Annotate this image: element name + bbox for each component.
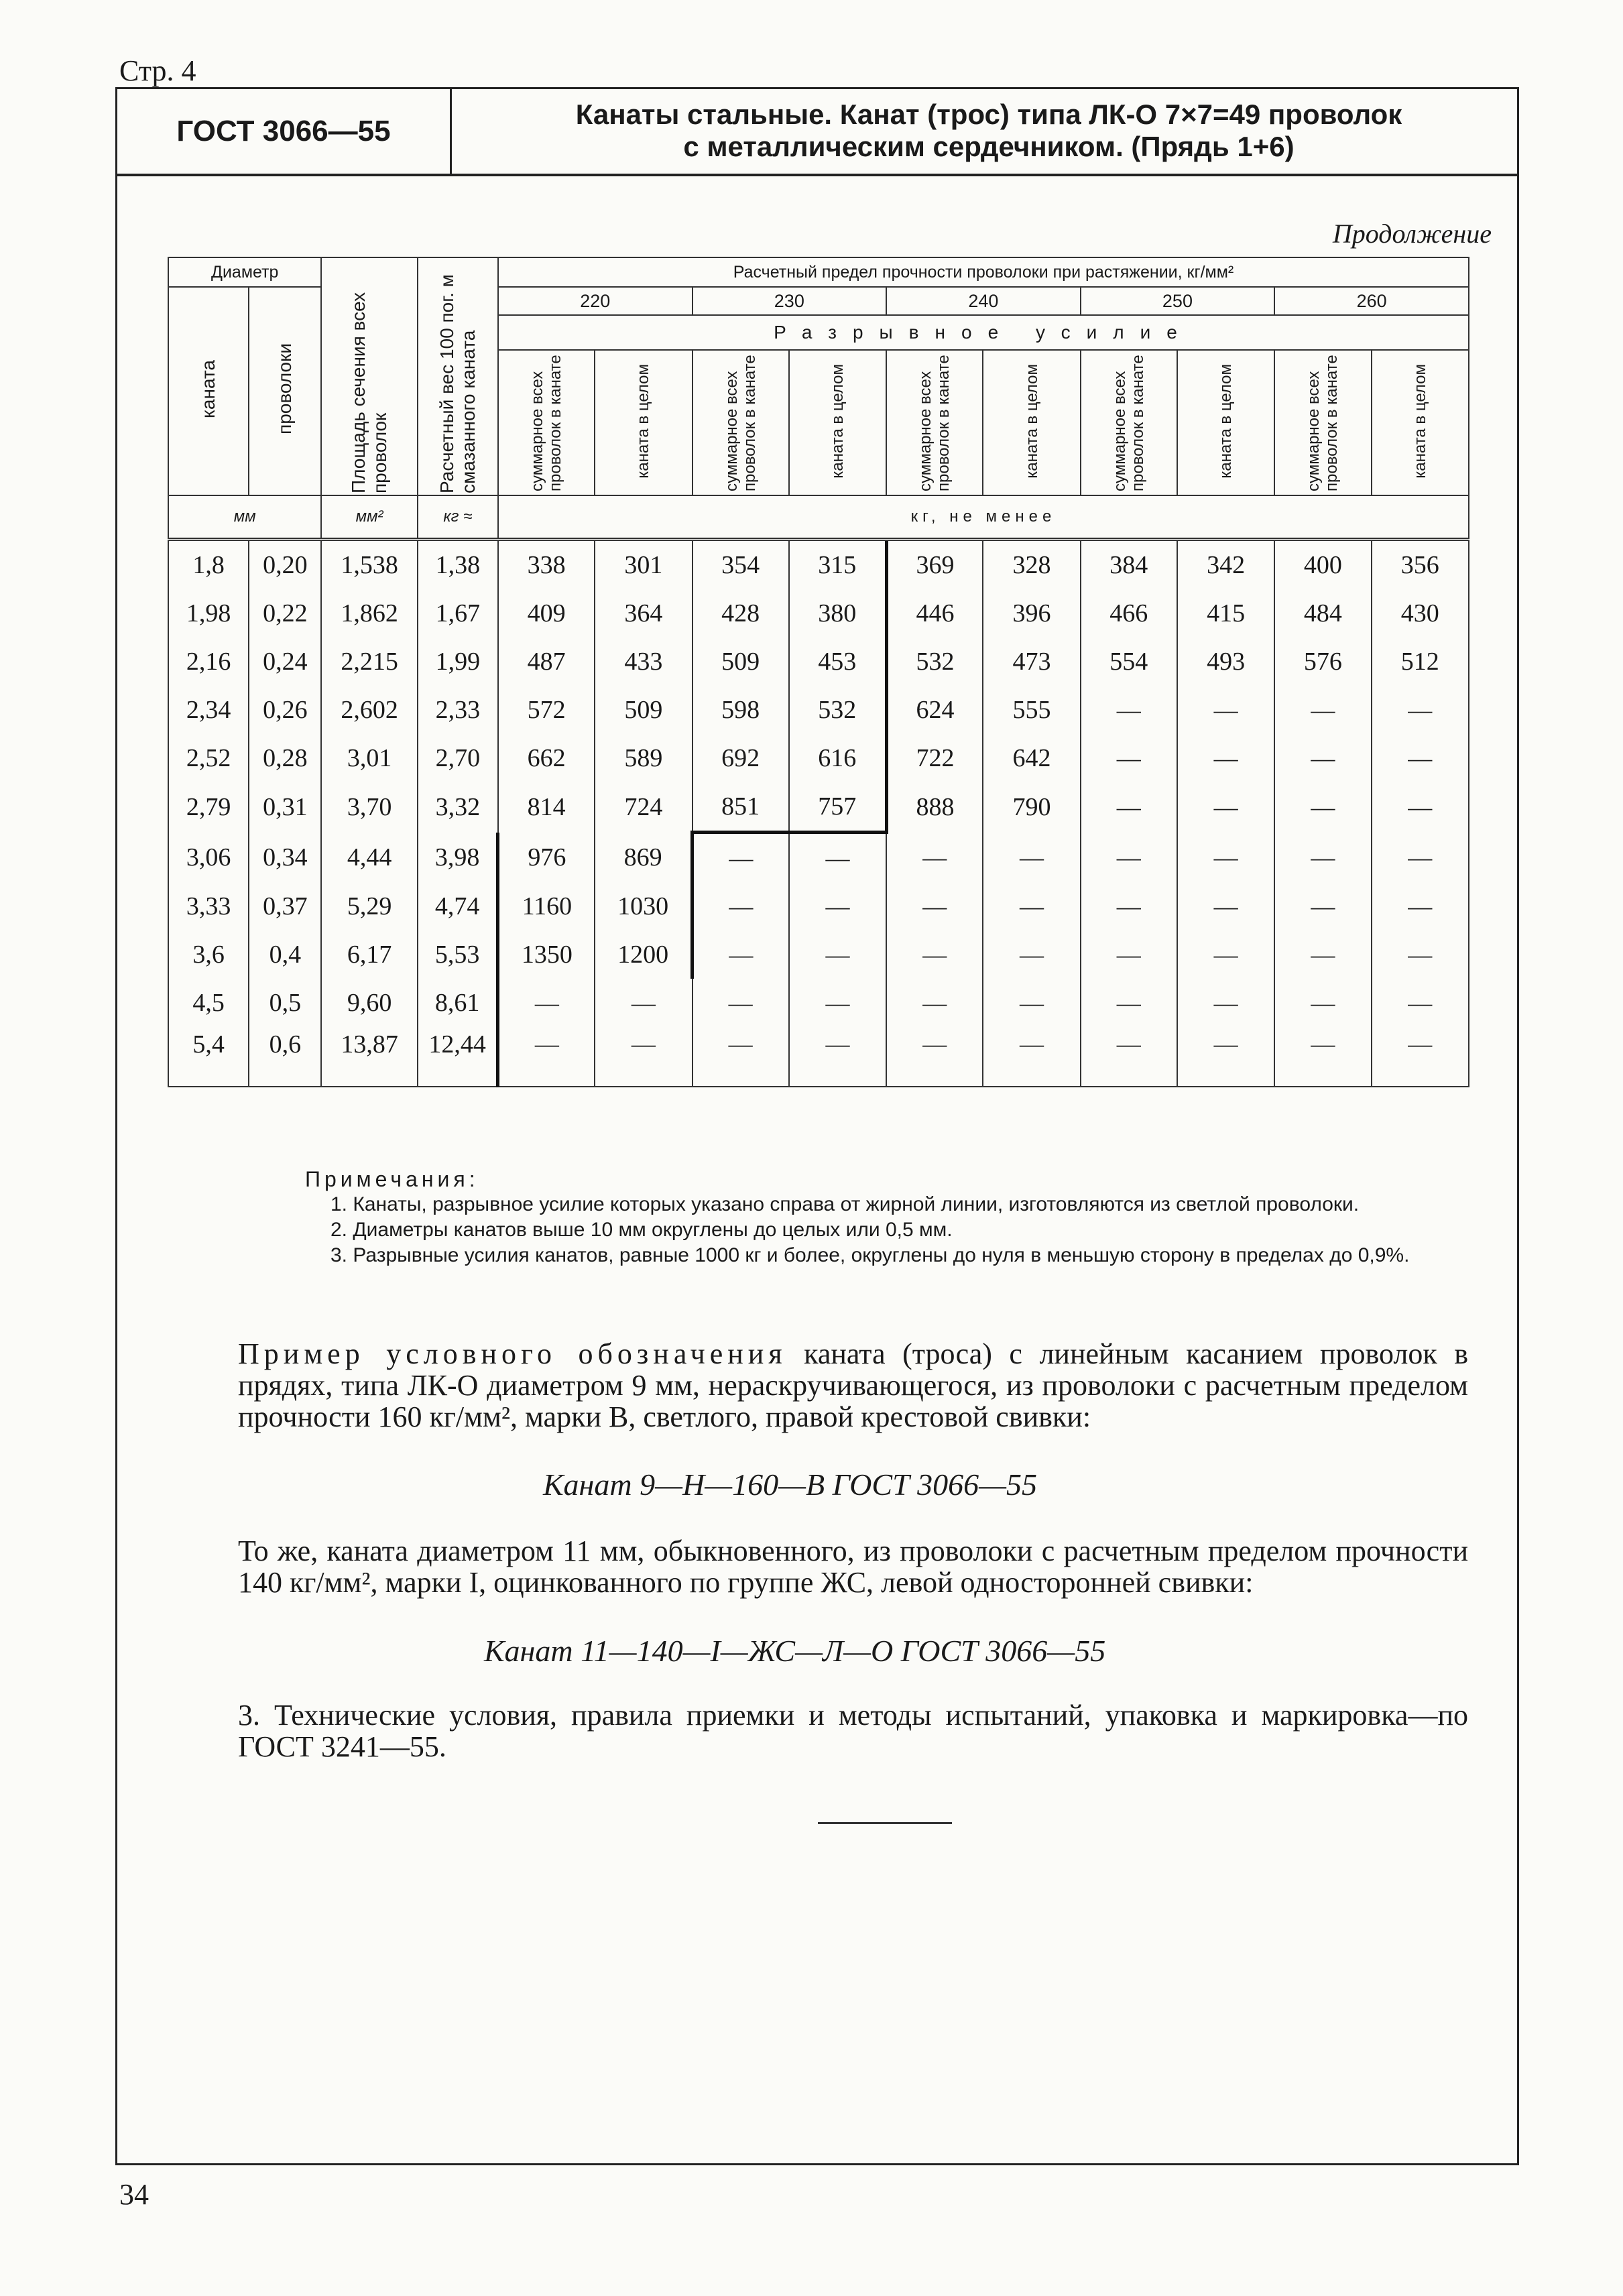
note-1: 1. Канаты, разрывное усилие которых указано справа от жирной линии, изготовляются из светлой проволоки. [330, 1193, 1360, 1215]
table-cell: — [1081, 686, 1177, 734]
area-header-text: Площадь сечения всех проволок [348, 292, 391, 493]
table-cell: 724 [595, 782, 692, 833]
table-cell: 3,33 [168, 882, 249, 930]
table-cell: — [1372, 882, 1469, 930]
table-cell: 342 [1177, 540, 1274, 590]
diameter-header: Диаметр [168, 257, 321, 287]
table-cell: — [1372, 930, 1469, 979]
strength-240: 240 [886, 287, 1081, 315]
table-row [168, 638, 1469, 686]
table-cell: 692 [693, 734, 789, 782]
table-cell: 9,60 [321, 979, 417, 1027]
designation-example-2: Канат 11—140—I—ЖС—Л—О ГОСТ 3066—55 [484, 1634, 1106, 1668]
table-cell: — [1372, 734, 1469, 782]
table-cell: — [983, 979, 1080, 1027]
sub-whole-text: каната в целом [1217, 363, 1236, 479]
table-body [168, 540, 1469, 1087]
strength-250: 250 [1081, 287, 1275, 315]
table-cell: 5,29 [321, 882, 417, 930]
page-label: Стр. 4 [119, 54, 196, 87]
table-cell: 484 [1274, 589, 1371, 638]
table-cell: 446 [886, 589, 983, 638]
sub-total-text: суммарное всех проволок в канате [528, 355, 565, 491]
table-cell: 888 [886, 782, 983, 833]
table-cell: 0,37 [249, 882, 321, 930]
table-cell: 466 [1081, 589, 1177, 638]
table-cell: — [886, 1027, 983, 1087]
table-cell: 8,61 [418, 979, 498, 1027]
table-cell: 512 [1372, 638, 1469, 686]
table-cell: — [1372, 782, 1469, 833]
wire-diameter-text: проволоки [274, 343, 296, 434]
sub-total-260 [1274, 350, 1371, 495]
rope-diameter-header [168, 287, 249, 495]
table-row [168, 589, 1469, 638]
document-title [466, 99, 1512, 163]
table-cell: — [1081, 882, 1177, 930]
table-cell: 1,38 [418, 540, 498, 590]
table-cell: 2,16 [168, 638, 249, 686]
strength-header: Расчетный предел прочности проволоки при растяжении, кг/мм² [498, 257, 1469, 287]
table-cell: 2,215 [321, 638, 417, 686]
table-cell: 2,33 [418, 686, 498, 734]
table-row [168, 782, 1469, 833]
table-cell: 0,20 [249, 540, 321, 590]
table-cell: 3,32 [418, 782, 498, 833]
table-cell: — [1274, 979, 1371, 1027]
table-row [168, 833, 1469, 883]
notes-heading: Примечания: [305, 1167, 479, 1191]
sub-whole-220 [595, 350, 692, 495]
table-cell: 5,4 [168, 1027, 249, 1087]
table-cell: 1,99 [418, 638, 498, 686]
table-row [168, 979, 1469, 1027]
sub-whole-230 [789, 350, 886, 495]
table-cell: 572 [498, 686, 595, 734]
table-cell: 532 [886, 638, 983, 686]
unit-mm2: мм² [321, 495, 417, 540]
table-row [168, 1027, 1469, 1087]
table-cell: 4,5 [168, 979, 249, 1027]
table-cell: 315 [789, 540, 886, 590]
table-cell: 624 [886, 686, 983, 734]
table-cell: 722 [886, 734, 983, 782]
table-cell: 1200 [595, 930, 692, 979]
table-cell: — [693, 882, 789, 930]
section-3-text: 3. Технические условия, правила приемки и методы испытаний, упаковка и маркировка—по ГОСТ 3241—55. [238, 1699, 1468, 1763]
table-cell: 380 [789, 589, 886, 638]
strength-230: 230 [693, 287, 887, 315]
table-cell: 0,5 [249, 979, 321, 1027]
sub-whole-250 [1177, 350, 1274, 495]
table-cell: — [789, 882, 886, 930]
table-row [168, 540, 1469, 590]
example-lead: Пример условного обозначения [238, 1337, 787, 1370]
example-text: каната (троса) с линейным касанием проволок в прядях, типа ЛК-О диаметром 9 мм, нераскручивающегося, из проволоки с расчетным пределом прочности 160 кг/мм², марки В, светлого, правой крестовой свивки: [238, 1337, 1468, 1433]
table-cell: — [1081, 782, 1177, 833]
table-cell: — [789, 1027, 886, 1087]
table-cell: — [1081, 833, 1177, 883]
note-3: 3. Разрывные усилия канатов, равные 1000 кг и более, округлены до нуля в меньшую сторону в пределах до 0,9%. [330, 1244, 1410, 1266]
table-cell: — [1081, 930, 1177, 979]
area-header [321, 257, 417, 495]
table-cell: 301 [595, 540, 692, 590]
table-cell: — [1081, 1027, 1177, 1087]
table-cell: 814 [498, 782, 595, 833]
table-cell: — [693, 833, 789, 883]
table-cell: 1160 [498, 882, 595, 930]
sub-total-text: суммарное всех проволок в канате [916, 355, 953, 491]
table-cell: — [498, 979, 595, 1027]
title-line-1: Канаты стальные. Канат (трос) типа ЛК-О 7×7=49 проволок [575, 99, 1402, 130]
table-cell: 976 [498, 833, 595, 883]
table-cell: — [1177, 882, 1274, 930]
end-rule [818, 1822, 952, 1824]
table-row [168, 686, 1469, 734]
table-cell: 0,31 [249, 782, 321, 833]
table-cell: — [789, 979, 886, 1027]
table-cell: — [789, 930, 886, 979]
table-cell: 1,862 [321, 589, 417, 638]
table-cell: 428 [693, 589, 789, 638]
table-cell: 356 [1372, 540, 1469, 590]
rope-spec-table [168, 257, 1469, 1087]
table-cell: 415 [1177, 589, 1274, 638]
table-row [168, 930, 1469, 979]
table-cell: — [1177, 686, 1274, 734]
table-cell: 1,8 [168, 540, 249, 590]
strength-260: 260 [1274, 287, 1469, 315]
sub-whole-text: каната в целом [1022, 363, 1041, 479]
table-cell: — [983, 833, 1080, 883]
section-3 [238, 1699, 1468, 1762]
table-cell: — [1274, 734, 1371, 782]
sub-whole-260 [1372, 350, 1469, 495]
sub-total-220 [498, 350, 595, 495]
table-cell: 509 [693, 638, 789, 686]
table-cell: — [983, 930, 1080, 979]
table-cell: 598 [693, 686, 789, 734]
table-row [168, 882, 1469, 930]
table-cell: — [693, 930, 789, 979]
table-cell: 13,87 [321, 1027, 417, 1087]
table-cell: 0,22 [249, 589, 321, 638]
table-cell: 554 [1081, 638, 1177, 686]
example-text-2: То же, каната диаметром 11 мм, обыкновенного, из проволоки с расчетным пределом прочности 140 кг/мм², марки I, оцинкованного по группе ЖС, левой односторонней свивки: [238, 1534, 1468, 1599]
rope-diameter-text: каната [198, 359, 219, 418]
table-cell: 790 [983, 782, 1080, 833]
table-cell: 757 [789, 782, 886, 833]
weight-header-text: Расчетный вес 100 пог. м смазанного каната [436, 274, 479, 493]
note-2: 2. Диаметры канатов выше 10 мм округлены до целых или 0,5 мм. [330, 1219, 953, 1241]
table-cell: 493 [1177, 638, 1274, 686]
table-cell: 3,06 [168, 833, 249, 883]
sub-total-text: суммарное всех проволок в канате [1305, 355, 1341, 491]
unit-kg-min: кг, не менее [498, 495, 1469, 540]
sub-total-text: суммарное всех проволок в канате [722, 355, 759, 491]
sub-whole-240 [983, 350, 1080, 495]
table-cell: — [1177, 782, 1274, 833]
table-cell: 642 [983, 734, 1080, 782]
table-cell: — [1177, 979, 1274, 1027]
table-cell: 5,53 [418, 930, 498, 979]
table-cell: 0,34 [249, 833, 321, 883]
example-paragraph [238, 1338, 1468, 1433]
table-cell: 576 [1274, 638, 1371, 686]
table-cell: — [595, 1027, 692, 1087]
table-cell: — [886, 930, 983, 979]
table-cell: 4,44 [321, 833, 417, 883]
continuation-label: Продолжение [1332, 219, 1492, 249]
table-cell: 453 [789, 638, 886, 686]
table-cell: — [1274, 782, 1371, 833]
table-cell: 509 [595, 686, 692, 734]
table-cell: 328 [983, 540, 1080, 590]
table-cell: — [1372, 833, 1469, 883]
unit-kg: кг ≈ [418, 495, 498, 540]
table-cell: 1,98 [168, 589, 249, 638]
table-cell: 0,26 [249, 686, 321, 734]
table-cell: 616 [789, 734, 886, 782]
table-cell: — [1372, 1027, 1469, 1087]
table-cell: 2,34 [168, 686, 249, 734]
table-cell: — [1274, 930, 1371, 979]
table-row [168, 734, 1469, 782]
notes-block [305, 1166, 1458, 1268]
table-cell: 0,24 [249, 638, 321, 686]
table-cell: — [1372, 686, 1469, 734]
table-cell: 6,17 [321, 930, 417, 979]
table-cell: 3,01 [321, 734, 417, 782]
weight-header [418, 257, 498, 495]
table-cell: 396 [983, 589, 1080, 638]
sub-whole-text: каната в целом [634, 363, 653, 479]
sub-total-text: суммарное всех проволок в канате [1110, 355, 1147, 491]
designation-example-1: Канат 9—Н—160—В ГОСТ 3066—55 [543, 1467, 1038, 1502]
table-cell: 400 [1274, 540, 1371, 590]
table-cell: 555 [983, 686, 1080, 734]
sub-total-250 [1081, 350, 1177, 495]
table-cell: 354 [693, 540, 789, 590]
table-cell: 338 [498, 540, 595, 590]
table-cell: 2,52 [168, 734, 249, 782]
breaking-force-header: Разрывное усилие [498, 315, 1469, 350]
title-line-2: с металлическим сердечником. (Прядь 1+6) [683, 131, 1295, 162]
table-cell: 12,44 [418, 1027, 498, 1087]
table-cell: 3,6 [168, 930, 249, 979]
table-cell: — [693, 979, 789, 1027]
sub-whole-text: каната в целом [1410, 363, 1429, 479]
table-cell: 3,98 [418, 833, 498, 883]
table-cell: 3,70 [321, 782, 417, 833]
sub-whole-text: каната в целом [828, 363, 847, 479]
table-cell: 869 [595, 833, 692, 883]
table-cell: 364 [595, 589, 692, 638]
sub-total-230 [693, 350, 789, 495]
table-cell: 409 [498, 589, 595, 638]
table-cell: — [1274, 686, 1371, 734]
table-cell: 2,70 [418, 734, 498, 782]
table-cell: — [1081, 734, 1177, 782]
wire-diameter-header [249, 287, 321, 495]
strength-220: 220 [498, 287, 693, 315]
example-paragraph-2 [238, 1535, 1468, 1598]
table-cell: 662 [498, 734, 595, 782]
sub-total-240 [886, 350, 983, 495]
table-cell: 0,4 [249, 930, 321, 979]
page-frame [115, 87, 1519, 2165]
table-cell: 433 [595, 638, 692, 686]
table-cell: — [983, 882, 1080, 930]
table-cell: — [1177, 734, 1274, 782]
table-cell: — [983, 1027, 1080, 1087]
table-cell: — [1177, 1027, 1274, 1087]
table-cell: — [789, 833, 886, 883]
table-cell: — [1177, 930, 1274, 979]
table-cell: — [1274, 1027, 1371, 1087]
table-cell: 2,79 [168, 782, 249, 833]
table-cell: 473 [983, 638, 1080, 686]
table-cell: — [886, 882, 983, 930]
table-cell: — [886, 979, 983, 1027]
table-cell: 1,67 [418, 589, 498, 638]
table-cell: 369 [886, 540, 983, 590]
table-cell: — [1081, 979, 1177, 1027]
table-cell: 0,28 [249, 734, 321, 782]
table-cell: — [886, 833, 983, 883]
table-cell: 1030 [595, 882, 692, 930]
table-cell: — [1274, 833, 1371, 883]
table-cell: — [1177, 833, 1274, 883]
table-cell: 532 [789, 686, 886, 734]
table-cell: — [693, 1027, 789, 1087]
table-cell: 1,538 [321, 540, 417, 590]
table-cell: 430 [1372, 589, 1469, 638]
table-cell: — [498, 1027, 595, 1087]
table-cell: 0,6 [249, 1027, 321, 1087]
table-cell: 589 [595, 734, 692, 782]
table-cell: 851 [693, 782, 789, 833]
document-header [117, 89, 1517, 176]
table-cell: 384 [1081, 540, 1177, 590]
gost-number: ГОСТ 3066—55 [117, 89, 452, 174]
table-cell: 487 [498, 638, 595, 686]
table-cell: 4,74 [418, 882, 498, 930]
table-cell: — [1372, 979, 1469, 1027]
table-cell: 1350 [498, 930, 595, 979]
table-cell: — [1274, 882, 1371, 930]
table-cell: 2,602 [321, 686, 417, 734]
table-cell: — [595, 979, 692, 1027]
page-number: 34 [119, 2178, 149, 2211]
unit-mm: мм [168, 495, 321, 540]
